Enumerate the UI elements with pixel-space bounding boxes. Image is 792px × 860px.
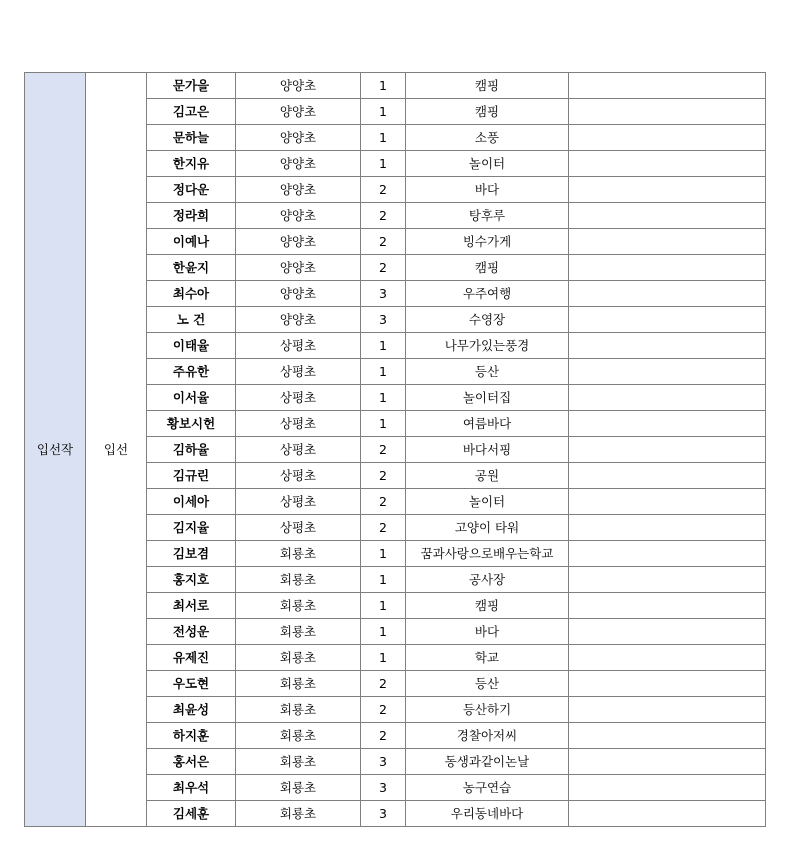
student-name-cell: 정다운 — [147, 177, 236, 203]
note-cell — [569, 801, 766, 827]
artwork-title-cell: 빙수가게 — [406, 229, 569, 255]
school-cell: 회룡초 — [236, 567, 361, 593]
student-name-cell: 노 건 — [147, 307, 236, 333]
school-cell: 상평초 — [236, 385, 361, 411]
grade-cell: 2 — [361, 515, 406, 541]
student-name-cell: 최윤성 — [147, 697, 236, 723]
grade-cell: 2 — [361, 203, 406, 229]
grade-cell: 1 — [361, 73, 406, 99]
note-cell — [569, 385, 766, 411]
note-cell — [569, 73, 766, 99]
grade-cell: 2 — [361, 177, 406, 203]
note-cell — [569, 645, 766, 671]
school-cell: 양양초 — [236, 281, 361, 307]
school-cell: 양양초 — [236, 151, 361, 177]
note-cell — [569, 593, 766, 619]
school-cell: 회룡초 — [236, 671, 361, 697]
grade-cell: 2 — [361, 671, 406, 697]
student-name-cell: 최수아 — [147, 281, 236, 307]
student-name-cell: 김세훈 — [147, 801, 236, 827]
school-cell: 양양초 — [236, 73, 361, 99]
artwork-title-cell: 동생과같이논날 — [406, 749, 569, 775]
note-cell — [569, 541, 766, 567]
artwork-title-cell: 바다서핑 — [406, 437, 569, 463]
school-cell: 회룡초 — [236, 697, 361, 723]
artwork-title-cell: 학교 — [406, 645, 569, 671]
note-cell — [569, 515, 766, 541]
student-name-cell: 김지율 — [147, 515, 236, 541]
grade-cell: 2 — [361, 723, 406, 749]
student-name-cell: 이태율 — [147, 333, 236, 359]
note-cell — [569, 125, 766, 151]
student-name-cell: 문가을 — [147, 73, 236, 99]
student-name-cell: 한지유 — [147, 151, 236, 177]
grade-cell: 1 — [361, 541, 406, 567]
grade-cell: 1 — [361, 151, 406, 177]
artwork-title-cell: 놀이터 — [406, 151, 569, 177]
artwork-title-cell: 캠핑 — [406, 73, 569, 99]
grade-cell: 2 — [361, 489, 406, 515]
artwork-title-cell: 캠핑 — [406, 255, 569, 281]
note-cell — [569, 489, 766, 515]
note-cell — [569, 619, 766, 645]
school-cell: 회룡초 — [236, 801, 361, 827]
school-cell: 상평초 — [236, 463, 361, 489]
note-cell — [569, 463, 766, 489]
note-cell — [569, 99, 766, 125]
table-row — [25, 73, 766, 99]
grade-cell: 3 — [361, 801, 406, 827]
grade-cell: 2 — [361, 463, 406, 489]
artwork-title-cell: 등산 — [406, 359, 569, 385]
artwork-title-cell: 경찰아저씨 — [406, 723, 569, 749]
grade-cell: 3 — [361, 307, 406, 333]
grade-cell: 1 — [361, 567, 406, 593]
award-level-cell: 입선 — [86, 73, 147, 827]
artwork-title-cell: 고양이 타워 — [406, 515, 569, 541]
student-name-cell: 이예나 — [147, 229, 236, 255]
artwork-title-cell: 놀이터집 — [406, 385, 569, 411]
artwork-title-cell: 놀이터 — [406, 489, 569, 515]
grade-cell: 1 — [361, 645, 406, 671]
student-name-cell: 최우석 — [147, 775, 236, 801]
student-name-cell: 정라희 — [147, 203, 236, 229]
school-cell: 상평초 — [236, 333, 361, 359]
school-cell: 상평초 — [236, 515, 361, 541]
student-name-cell: 이서율 — [147, 385, 236, 411]
grade-cell: 1 — [361, 125, 406, 151]
student-name-cell: 이세아 — [147, 489, 236, 515]
grade-cell: 2 — [361, 229, 406, 255]
artwork-title-cell: 탕후루 — [406, 203, 569, 229]
student-name-cell: 김보겸 — [147, 541, 236, 567]
artwork-title-cell: 캠핑 — [406, 99, 569, 125]
artwork-title-cell: 소풍 — [406, 125, 569, 151]
grade-cell: 1 — [361, 411, 406, 437]
grade-cell: 1 — [361, 99, 406, 125]
artwork-title-cell: 수영장 — [406, 307, 569, 333]
artwork-title-cell: 꿈과사랑으로배우는학교 — [406, 541, 569, 567]
school-cell: 회룡초 — [236, 775, 361, 801]
note-cell — [569, 255, 766, 281]
school-cell: 양양초 — [236, 255, 361, 281]
student-name-cell: 황보시헌 — [147, 411, 236, 437]
artwork-title-cell: 우리동네바다 — [406, 801, 569, 827]
student-name-cell: 한윤지 — [147, 255, 236, 281]
student-name-cell: 우도현 — [147, 671, 236, 697]
school-cell: 회룡초 — [236, 645, 361, 671]
note-cell — [569, 177, 766, 203]
artwork-title-cell: 우주여행 — [406, 281, 569, 307]
grade-cell: 1 — [361, 593, 406, 619]
school-cell: 양양초 — [236, 307, 361, 333]
artwork-title-cell: 바다 — [406, 177, 569, 203]
student-name-cell: 최서로 — [147, 593, 236, 619]
school-cell: 양양초 — [236, 229, 361, 255]
student-name-cell: 홍지호 — [147, 567, 236, 593]
grade-cell: 3 — [361, 281, 406, 307]
artwork-title-cell: 나무가있는풍경 — [406, 333, 569, 359]
award-category-cell: 입선작 — [25, 73, 86, 827]
grade-cell: 3 — [361, 775, 406, 801]
artwork-title-cell: 공사장 — [406, 567, 569, 593]
grade-cell: 1 — [361, 619, 406, 645]
grade-cell: 2 — [361, 255, 406, 281]
note-cell — [569, 203, 766, 229]
note-cell — [569, 775, 766, 801]
artwork-title-cell: 등산 — [406, 671, 569, 697]
note-cell — [569, 359, 766, 385]
school-cell: 회룡초 — [236, 619, 361, 645]
school-cell: 상평초 — [236, 411, 361, 437]
grade-cell: 1 — [361, 333, 406, 359]
student-name-cell: 김규린 — [147, 463, 236, 489]
artwork-title-cell: 여름바다 — [406, 411, 569, 437]
school-cell: 회룡초 — [236, 723, 361, 749]
student-name-cell: 유제진 — [147, 645, 236, 671]
artwork-title-cell: 등산하기 — [406, 697, 569, 723]
student-name-cell: 주유한 — [147, 359, 236, 385]
awards-table — [24, 72, 766, 827]
note-cell — [569, 151, 766, 177]
grade-cell: 1 — [361, 359, 406, 385]
school-cell: 양양초 — [236, 177, 361, 203]
grade-cell: 2 — [361, 697, 406, 723]
note-cell — [569, 749, 766, 775]
student-name-cell: 하지훈 — [147, 723, 236, 749]
artwork-title-cell: 공원 — [406, 463, 569, 489]
awards-table-body — [25, 73, 766, 827]
note-cell — [569, 281, 766, 307]
school-cell: 상평초 — [236, 437, 361, 463]
student-name-cell: 김고은 — [147, 99, 236, 125]
school-cell: 양양초 — [236, 203, 361, 229]
note-cell — [569, 671, 766, 697]
school-cell: 상평초 — [236, 359, 361, 385]
grade-cell: 2 — [361, 437, 406, 463]
note-cell — [569, 723, 766, 749]
student-name-cell: 문하늘 — [147, 125, 236, 151]
note-cell — [569, 229, 766, 255]
school-cell: 회룡초 — [236, 541, 361, 567]
student-name-cell: 홍서은 — [147, 749, 236, 775]
grade-cell: 3 — [361, 749, 406, 775]
note-cell — [569, 307, 766, 333]
note-cell — [569, 437, 766, 463]
school-cell: 회룡초 — [236, 593, 361, 619]
artwork-title-cell: 캠핑 — [406, 593, 569, 619]
school-cell: 양양초 — [236, 125, 361, 151]
grade-cell: 1 — [361, 385, 406, 411]
note-cell — [569, 697, 766, 723]
student-name-cell: 김하율 — [147, 437, 236, 463]
note-cell — [569, 333, 766, 359]
school-cell: 양양초 — [236, 99, 361, 125]
school-cell: 회룡초 — [236, 749, 361, 775]
artwork-title-cell: 농구연습 — [406, 775, 569, 801]
artwork-title-cell: 바다 — [406, 619, 569, 645]
note-cell — [569, 411, 766, 437]
student-name-cell: 전성운 — [147, 619, 236, 645]
school-cell: 상평초 — [236, 489, 361, 515]
note-cell — [569, 567, 766, 593]
